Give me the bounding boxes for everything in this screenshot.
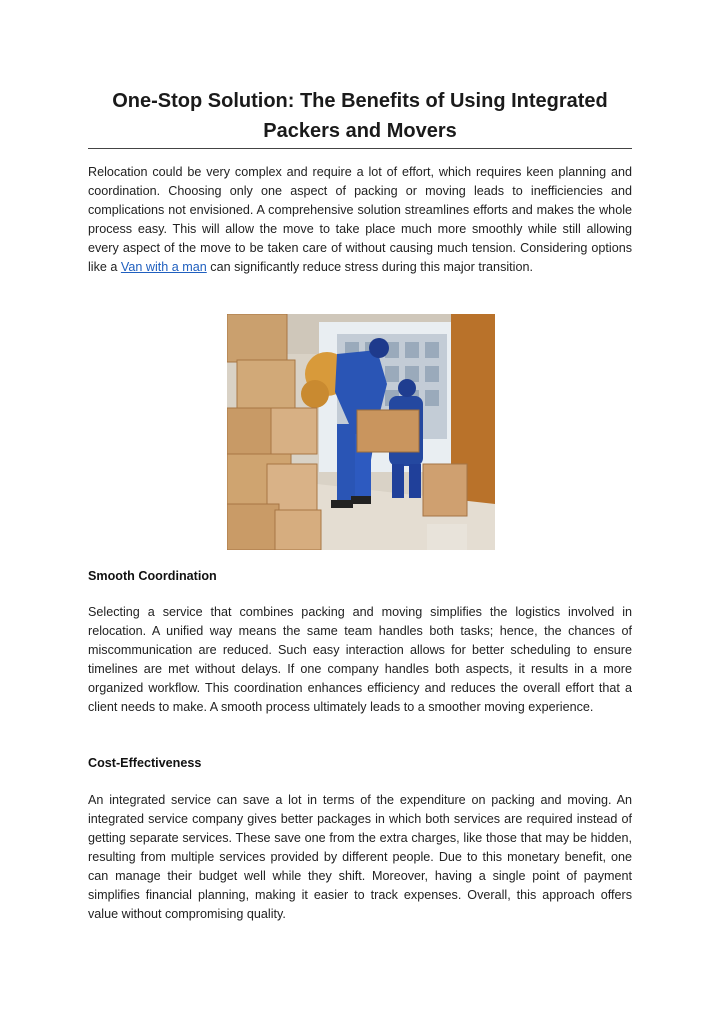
title-line-2: Packers and Movers — [263, 120, 457, 142]
movers-photo — [227, 314, 495, 550]
title-line-1: One-Stop Solution: The Benefits of Using Integrated — [112, 90, 608, 112]
section-heading-cost-effectiveness: Cost-Effectiveness — [88, 756, 202, 770]
van-with-a-man-link[interactable]: Van with a man — [120, 260, 207, 274]
cost-effectiveness-paragraph: An integrated service can save a lot in terms of the expenditure on packing and moving. An integrated service company gives better packages in which both services are required instead of getting separate services. These save one from the extra charges, like those that may be hidden, resulting from multiple services provided by different people. Due to this monetary benefit, one can manage their budget well while they shift. Moreover, having a single point of payment simplifies financial planning, making it easier to track expenses. Overall, this approach offers value without compromising quality. — [88, 793, 632, 921]
section-heading-smooth-coordination: Smooth Coordination — [88, 569, 217, 583]
title-underline — [88, 148, 632, 149]
smooth-coordination-paragraph: Selecting a service that combines packing and moving simplifies the logistics involved in relocation. A unified way means the same team handles both tasks; hence, the chances of miscommunication are reduced. Such easy interaction allows for better scheduling to ensure timelines are met without delays. If one company handles both aspects, it results in a more organized workflow. This coordination enhances efficiency and reduces the overall effort that a client needs to make. A smooth process ultimately leads to a smoother moving experience. — [88, 605, 632, 714]
intro-text-after-link: can significantly reduce stress during this major transition. — [206, 260, 533, 274]
intro-paragraph — [88, 163, 632, 277]
intro-text-before-link: Relocation could be very complex and require a lot of effort, which requires keen planning and coordination. Choosing only one aspect of packing or moving leads to inefficiencies and complications not envisioned. A comprehensive solution streamlines efforts and makes the whole process easy. This will allow the move to take place much more smoothly while still allowing every aspect of the move to be taken care of without causing much tension. Considering options like a — [88, 165, 632, 274]
page-title — [88, 86, 632, 146]
